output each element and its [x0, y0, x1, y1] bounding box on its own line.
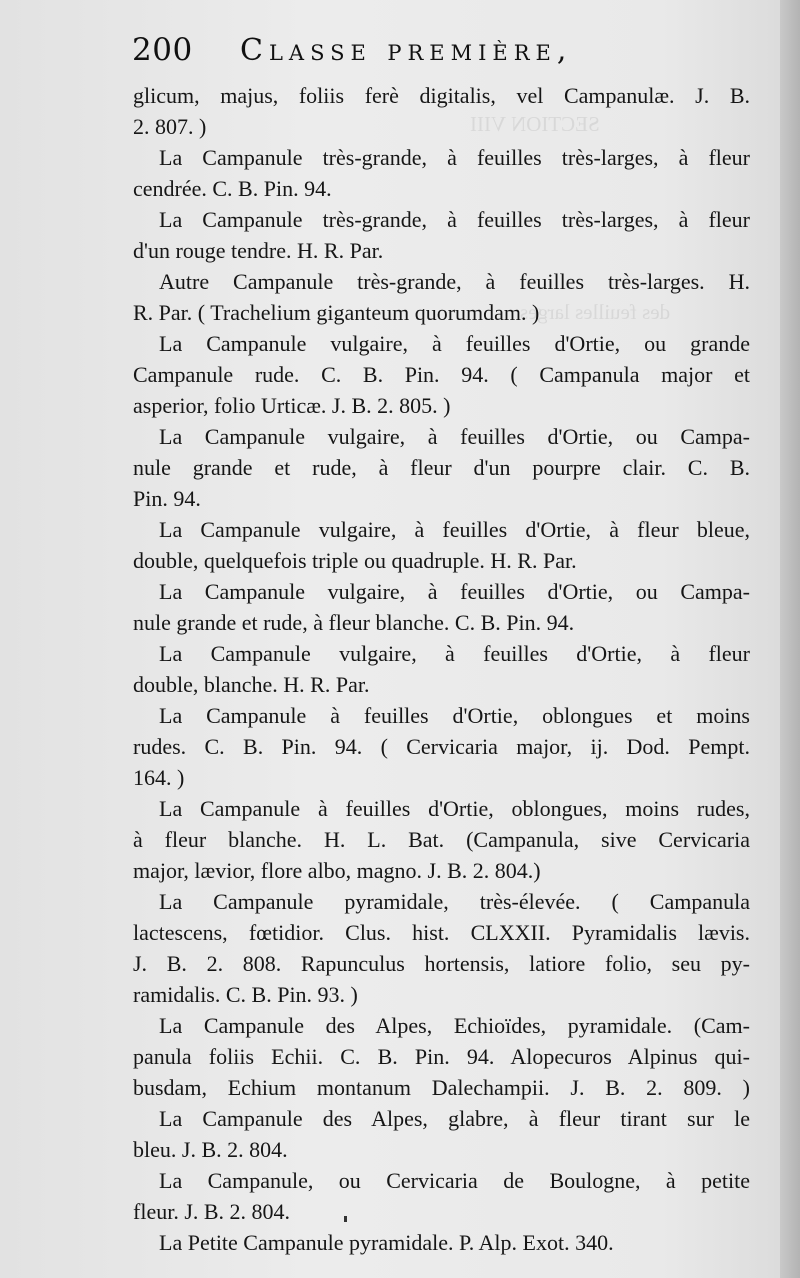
- text-line: nule grande et rude, à fleur blanche. C. B. Pin. 94.: [133, 610, 575, 635]
- text-line: double, blanche. H. R. Par.: [133, 672, 370, 697]
- text-line: La Campanule pyramidale, très-élevée. ( Campanula: [159, 889, 750, 914]
- show-through-text: SECTION VIII: [470, 112, 600, 136]
- text-line: major, lævior, flore albo, magno. J. B. 2. 804.): [133, 858, 541, 883]
- text-line: rudes. C. B. Pin. 94. ( Cervicaria major, ij. Dod. Pempt.: [133, 734, 750, 759]
- text-line: nule grande et rude, à fleur d'un pourpre clair. C. B.: [133, 455, 750, 480]
- page-header: [132, 32, 762, 76]
- text-line: à fleur blanche. H. L. Bat. (Campanula, sive Cervicaria: [133, 827, 750, 852]
- running-head: Classe première,: [240, 33, 573, 68]
- show-through-text: des feuilles larges: [520, 300, 671, 324]
- text-line: La Campanule vulgaire, à feuilles d'Ortie, à fleur bleue,: [159, 517, 750, 542]
- text-line: Pin. 94.: [133, 486, 201, 511]
- text-line: La Campanule vulgaire, à feuilles d'Ortie, ou Campa-: [159, 424, 750, 449]
- text-line: R. Par. ( Trachelium giganteum quorumdam. ): [133, 300, 540, 325]
- text-line: glicum, majus, foliis ferè digitalis, vel Campanulæ. J. B.: [133, 83, 750, 108]
- text-line: double, quelquefois triple ou quadruple. H. R. Par.: [133, 548, 577, 573]
- text-line: La Campanule à feuilles d'Ortie, oblongues, moins rudes,: [159, 796, 750, 821]
- text-line: lactescens, fœtidior. Clus. hist. CLXXII. Pyramidalis lævis.: [133, 920, 750, 945]
- text-line: ramidalis. C. B. Pin. 93. ): [133, 982, 358, 1007]
- text-line: La Campanule vulgaire, à feuilles d'Ortie, ou grande: [159, 331, 750, 356]
- text-line: La Campanule des Alpes, Echioïdes, pyramidale. (Cam-: [159, 1013, 750, 1038]
- text-line: 2. 807. ): [133, 114, 207, 139]
- text-line: La Campanule vulgaire, à feuilles d'Ortie, ou Campa-: [159, 579, 750, 604]
- ink-mark: [344, 1216, 347, 1222]
- book-gutter: [780, 0, 800, 1278]
- text-line: J. B. 2. 808. Rapunculus hortensis, latiore folio, seu py-: [133, 951, 750, 976]
- text-line: La Campanule des Alpes, glabre, à fleur tirant sur le: [159, 1106, 750, 1131]
- text-line: Autre Campanule très-grande, à feuilles très-larges. H.: [159, 269, 750, 294]
- text-line: La Campanule à feuilles d'Ortie, oblongues et moins: [159, 703, 750, 728]
- text-line: La Campanule très-grande, à feuilles très-larges, à fleur: [159, 145, 750, 170]
- text-line: La Campanule, ou Cervicaria de Boulogne, à petite: [159, 1168, 750, 1193]
- text-line: La Campanule très-grande, à feuilles très-larges, à fleur: [159, 207, 750, 232]
- text-line: d'un rouge tendre. H. R. Par.: [133, 238, 384, 263]
- text-line: cendrée. C. B. Pin. 94.: [133, 176, 332, 201]
- page-number: 200: [132, 32, 193, 68]
- text-line: 164. ): [133, 765, 185, 790]
- text-line: asperior, folio Urticæ. J. B. 2. 805. ): [133, 393, 451, 418]
- text-line: La Petite Campanule pyramidale. P. Alp. Exot. 340.: [159, 1230, 614, 1255]
- text-line: panula foliis Echii. C. B. Pin. 94. Alopecuros Alpinus qui-: [133, 1044, 750, 1069]
- body-text: [133, 80, 750, 1258]
- text-line: fleur. J. B. 2. 804.: [133, 1199, 291, 1224]
- text-line: busdam, Echium montanum Dalechampii. J. B. 2. 809. ): [133, 1075, 750, 1100]
- text-line: Campanule rude. C. B. Pin. 94. ( Campanula major et: [133, 362, 750, 387]
- text-line: bleu. J. B. 2. 804.: [133, 1137, 288, 1162]
- text-line: La Campanule vulgaire, à feuilles d'Ortie, à fleur: [159, 641, 750, 666]
